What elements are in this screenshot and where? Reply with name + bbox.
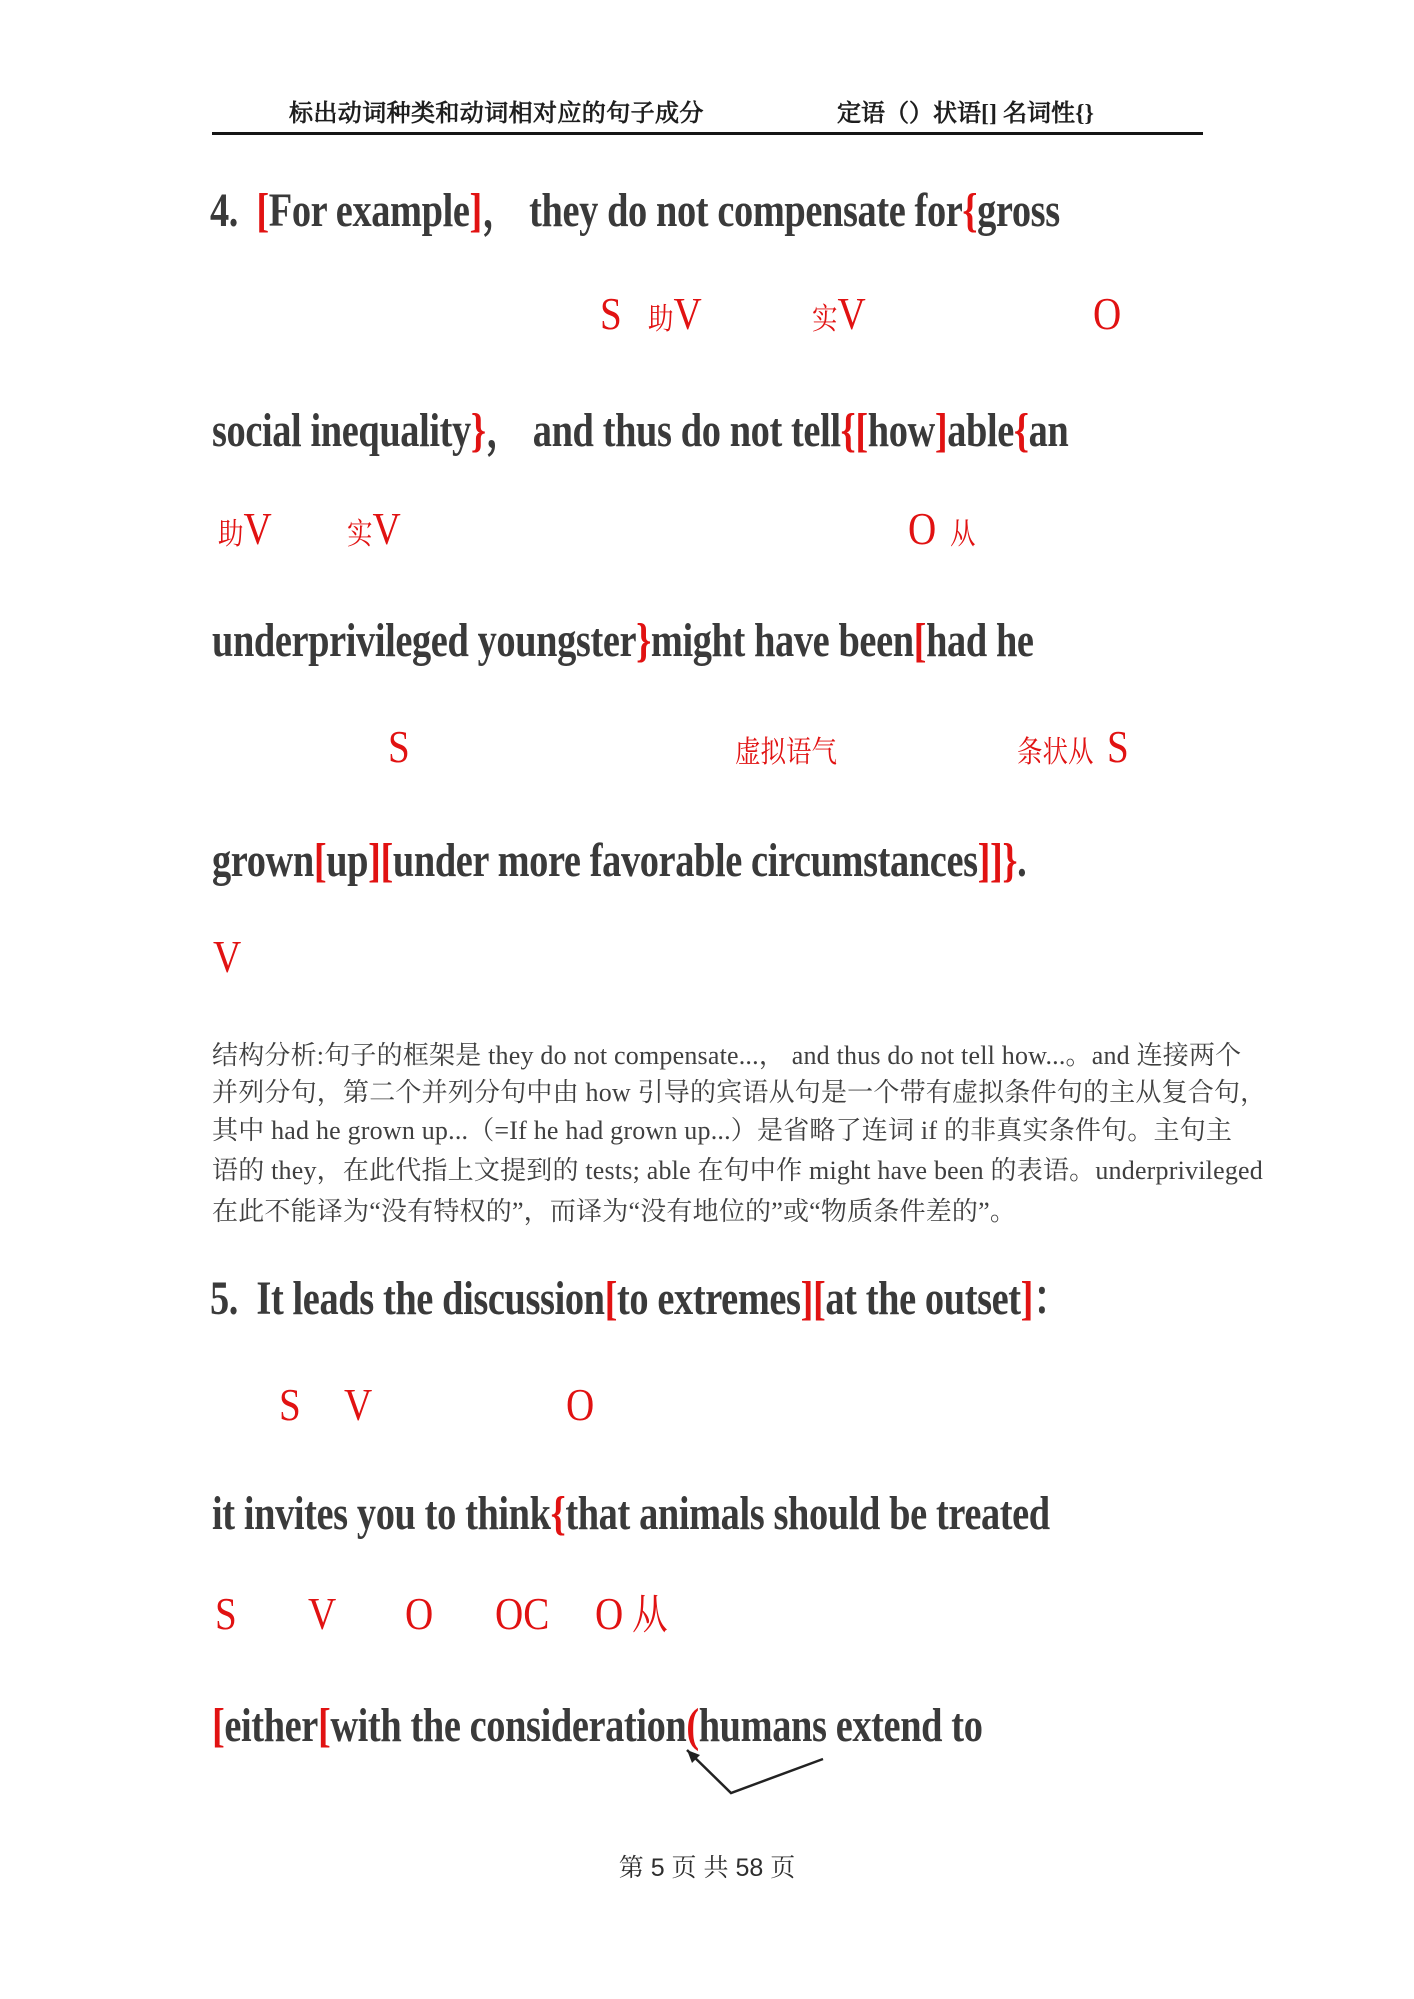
text-segment: they do not compensate for <box>529 184 963 237</box>
bracket-mark: [ <box>604 1272 617 1325</box>
bracket-mark: ][ <box>800 1272 826 1325</box>
text-segment: that animals should be treated <box>565 1487 1050 1540</box>
text-item <box>212 1080 1266 1106</box>
text-segment: an <box>1028 404 1069 457</box>
text-segment: might have been <box>650 614 914 667</box>
text-segment: 4. <box>210 184 257 237</box>
bracket-mark: ]]} <box>977 834 1018 887</box>
annotation-item <box>1107 721 1129 772</box>
text-segment: and thus do not tell <box>532 404 841 457</box>
text-segment: 语的 they，在此代指上文提到的 tests; able 在句中作 might have been 的表语。underprivileged <box>212 1156 1263 1185</box>
annotation-item <box>308 1588 337 1639</box>
text-segment: V <box>837 288 866 339</box>
text-segment: V <box>213 931 242 982</box>
annotation-item <box>600 288 622 339</box>
annotation-item <box>405 1588 434 1639</box>
text-segment: grown <box>212 834 314 887</box>
text-segment: 条状从 <box>1017 736 1094 769</box>
text-segment: 并列分句，第二个并列分句中由 how 引导的宾语从句是一个带有虚拟条件句的主从复合句， <box>212 1078 1267 1107</box>
bracket-mark: [ <box>313 834 327 887</box>
text-item <box>212 1158 1263 1184</box>
text-segment: V <box>372 503 401 554</box>
text-item <box>212 1043 1241 1069</box>
text-segment: O <box>1093 288 1122 339</box>
annotation-item <box>595 1588 624 1639</box>
bracket-mark: ][ <box>368 834 393 887</box>
annotation-item <box>218 503 272 554</box>
text-segment: 其中 had he grown up...（=If he had grown up...）是省略了连词 if 的非真实条件句。主句主 <box>212 1116 1233 1145</box>
text-segment: able <box>947 404 1014 457</box>
annotation-item <box>344 1379 373 1430</box>
text-segment: S <box>1107 721 1129 772</box>
text-segment: S <box>600 288 622 339</box>
text-segment: V <box>243 503 272 554</box>
bracket-mark: [ <box>913 614 927 667</box>
annotation-item <box>347 503 401 554</box>
text-segment: 助 <box>218 518 244 551</box>
text-segment: 从 <box>632 1593 668 1639</box>
annotation-item <box>215 1588 237 1639</box>
annotation-item <box>632 1591 668 1637</box>
annotation-item <box>213 931 242 982</box>
text-segment: For example <box>268 184 470 237</box>
bracket-mark: [ <box>256 184 269 237</box>
bracket-mark: } <box>470 404 486 457</box>
text-segment: O <box>908 503 937 554</box>
text-item <box>212 1199 1016 1225</box>
text-segment: ， <box>481 184 530 237</box>
text-segment: 助 <box>648 303 674 336</box>
text-segment: underprivileged youngster <box>212 614 637 667</box>
text-item <box>212 1487 1050 1540</box>
text-segment: gross <box>977 184 1060 237</box>
text-segment: V <box>673 288 702 339</box>
text-segment: up <box>326 834 369 887</box>
annotation-item <box>495 1588 550 1639</box>
annotation-item <box>908 503 937 554</box>
bracket-mark: ( <box>686 1699 699 1752</box>
text-segment: O <box>405 1588 434 1639</box>
text-segment: with the consideration <box>330 1699 687 1752</box>
bracket-mark: [ <box>212 1699 225 1752</box>
annotation-item <box>812 288 866 339</box>
text-segment: it invites you to think <box>212 1487 551 1540</box>
text-segment: 5. <box>210 1272 257 1325</box>
text-segment: 实 <box>347 518 373 551</box>
text-segment: ， <box>485 404 533 457</box>
bracket-mark: } <box>636 614 651 667</box>
text-segment: to extremes <box>617 1272 801 1325</box>
header-title: 标出动词种类和动词相对应的句子成分 <box>289 101 704 127</box>
text-segment: O <box>566 1379 595 1430</box>
text-item <box>212 404 1069 457</box>
text-item <box>212 1118 1232 1144</box>
text-segment: V <box>344 1379 373 1430</box>
bracket-mark: { <box>1013 404 1029 457</box>
text-segment: ： <box>1033 1272 1072 1325</box>
bracket-mark: { <box>550 1487 566 1540</box>
bracket-mark: { <box>962 184 978 237</box>
page-footer: 第 5 页 共 58 页 <box>618 1854 796 1882</box>
text-segment: . <box>1017 834 1027 887</box>
text-item <box>212 1699 983 1752</box>
bracket-mark: ] <box>469 184 482 237</box>
text-segment: either <box>224 1699 318 1752</box>
text-segment: social inequality <box>212 404 471 457</box>
text-segment: had he <box>926 614 1034 667</box>
bracket-mark: {[ <box>840 404 868 457</box>
bracket-mark: ] <box>934 404 948 457</box>
annotation-item <box>279 1379 301 1430</box>
header-legend: 定语（）状语[] 名词性{} <box>837 101 1094 127</box>
text-item <box>210 184 1060 237</box>
annotation-item <box>950 506 976 552</box>
annotation-item <box>735 724 837 770</box>
text-segment: S <box>279 1379 301 1430</box>
text-segment: 在此不能译为“没有特权的”，而译为“没有地位的”或“物质条件差的”。 <box>212 1197 1017 1226</box>
text-item <box>210 1272 1072 1325</box>
annotation-item <box>1017 724 1094 770</box>
text-segment: 结构分析:句子的框架是 they do not compensate...， and thus do not tell how...。and 连接两个 <box>212 1041 1242 1070</box>
text-segment: under more favorable circumstances <box>392 834 978 887</box>
text-segment: how <box>867 404 935 457</box>
annotation-arrow <box>670 1738 840 1808</box>
text-segment: OC <box>495 1588 550 1639</box>
annotation-item <box>566 1379 595 1430</box>
text-item <box>212 834 1027 887</box>
text-segment: at the outset <box>825 1272 1021 1325</box>
text-segment: S <box>388 721 410 772</box>
header-rule <box>212 132 1203 135</box>
bracket-mark: ] <box>1020 1272 1034 1325</box>
annotation-item <box>1093 288 1122 339</box>
text-segment: V <box>308 1588 337 1639</box>
text-segment: It leads the discussion <box>256 1272 605 1325</box>
annotation-item <box>388 721 410 772</box>
text-segment: humans extend to <box>698 1699 983 1752</box>
annotation-item <box>648 288 702 339</box>
text-segment: S <box>215 1588 237 1639</box>
text-segment: O <box>595 1588 624 1639</box>
text-segment: 虚拟语气 <box>735 736 837 769</box>
text-segment: 实 <box>812 303 838 336</box>
text-item <box>212 614 1034 667</box>
bracket-mark: [ <box>317 1699 331 1752</box>
text-segment: 从 <box>950 518 976 551</box>
